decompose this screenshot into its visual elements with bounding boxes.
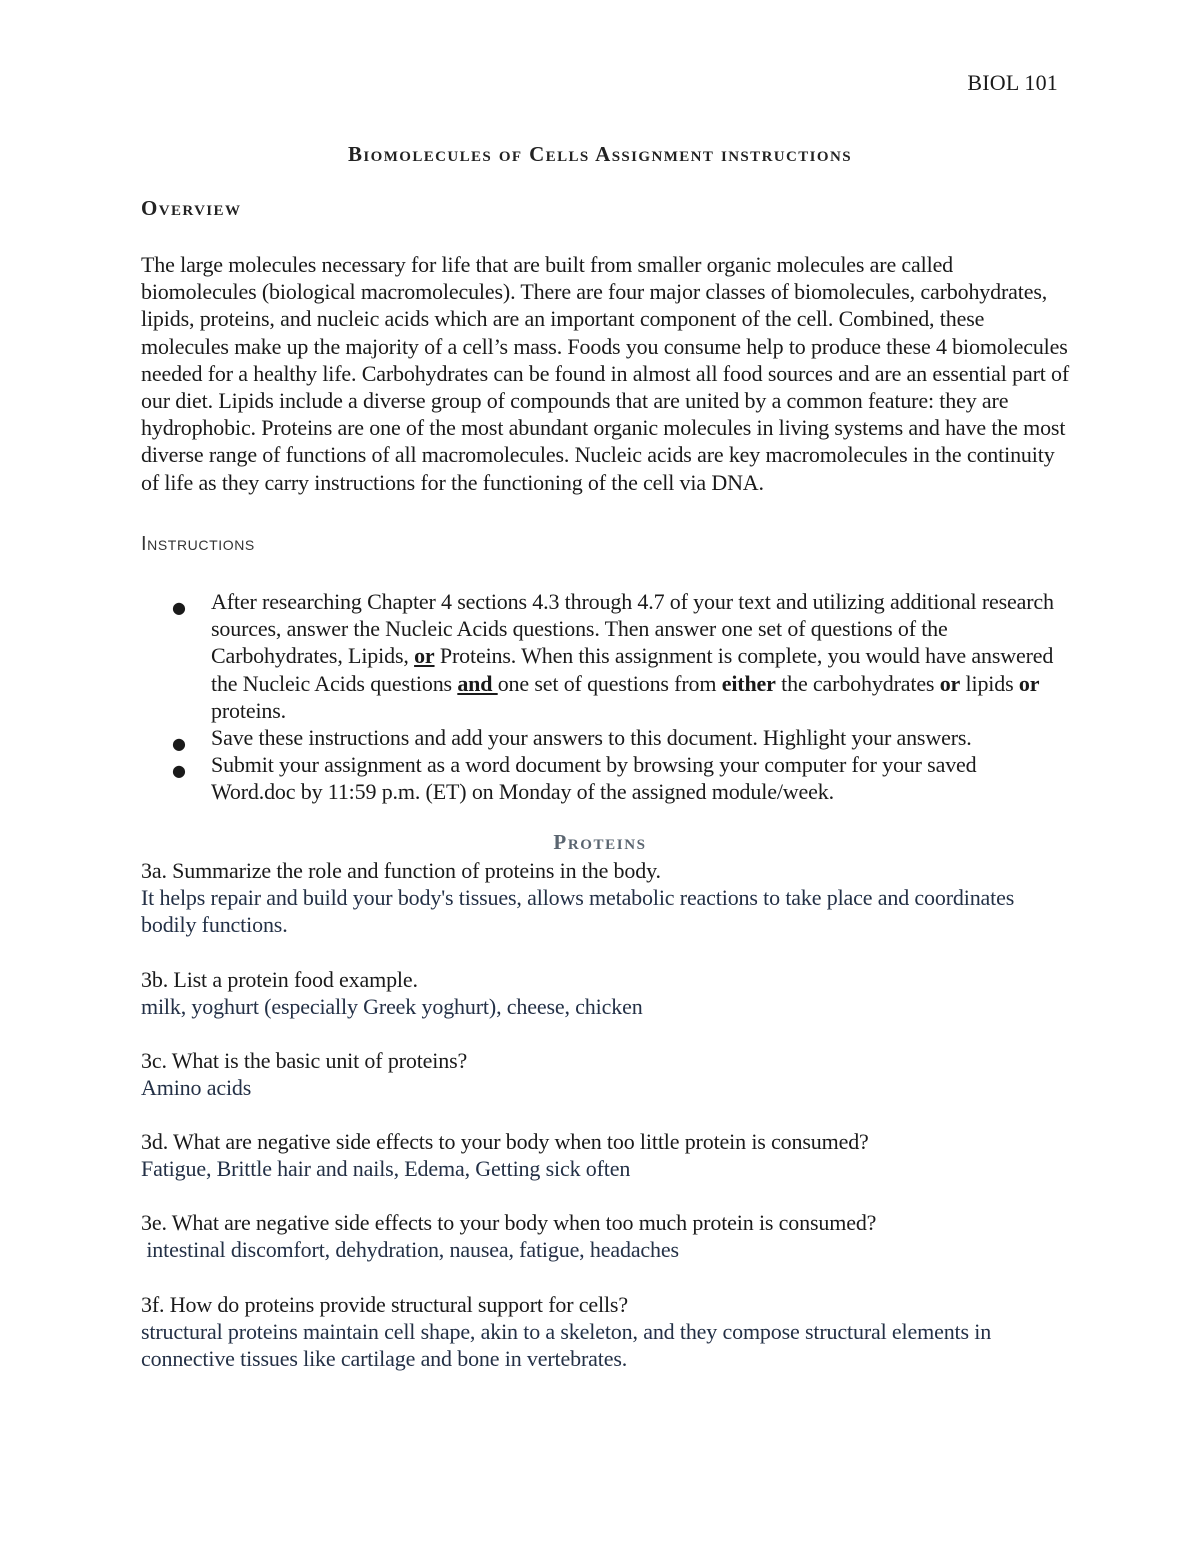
question-block	[141, 1291, 1071, 1373]
course-code: BIOL 101	[967, 70, 1058, 95]
instruction-list	[172, 588, 1062, 806]
question-block	[141, 1047, 1071, 1101]
emphasis-or: or	[414, 643, 435, 669]
question-block	[141, 1128, 1071, 1182]
answer-text: It helps repair and build your body's tissues, allows metabolic reactions to take place and coordinates bodily functions.	[141, 885, 1015, 938]
question-text: 3b. List a protein food example.	[141, 967, 418, 992]
answer-text: intestinal discomfort, dehydration, nausea, fatigue, headaches	[141, 1237, 679, 1263]
answer-text: structural proteins maintain cell shape, akin to a skeleton, and they compose structural elements in connective tissues like cartilage and bone in vertebrates.	[141, 1319, 992, 1372]
document-title: Biomolecules of Cells Assignment instructions	[348, 142, 852, 166]
question-text: 3e. What are negative side effects to your body when too much protein is consumed?	[141, 1210, 877, 1235]
proteins-heading: Proteins	[553, 830, 647, 854]
instructions-heading: Instructions	[141, 533, 255, 555]
emphasis-and: and	[457, 670, 498, 696]
emphasis-or-2: or	[1018, 670, 1040, 696]
question-block	[141, 966, 1071, 1020]
question-block	[141, 857, 1071, 939]
overview-paragraph: The large molecules necessary for life that are built from smaller organic molecules are called biomolecules (biological macromolecules). There are four major classes of biomolecules, carbohydrates, lipids, proteins, and nucleic acids which are an important component of the cell. Combined, these molecules make up the majority of a cell’s mass. Foods you consume help to produce these 4 biomolecules needed for a healthy life. Carbohydrates can be found in almost all food sources and are an essential part of our diet. Lipids include a diverse group of compounds that are united by a common feature: they are hydrophobic. Proteins are one of the most abundant organic molecules in living systems and have the most diverse range of functions of all macromolecules. Nucleic acids are key macromolecules in the continuity of life as they carry instructions for the functioning of the cell via DNA.	[141, 252, 1070, 495]
answer-text: milk, yoghurt (especially Greek yoghurt), cheese, chicken	[141, 994, 643, 1020]
question-text: 3f. How do proteins provide structural support for cells?	[141, 1292, 628, 1317]
question-text: 3c. What is the basic unit of proteins?	[141, 1048, 468, 1073]
bullet-dot-icon: ●	[172, 598, 186, 617]
instruction-item: ● After researching Chapter 4 sections 4.3 through 4.7 of your text and utilizing additional research sources, answer the Nucleic Acids questions. Then answer one set of questions of the Carbohydrates, Lipids, or Proteins. When this assignment is complete, you would have answered the Nucleic Acids questions and one set of questions from either the carbohydrates or lipids or proteins.	[172, 589, 1054, 723]
question-text: 3a. Summarize the role and function of proteins in the body.	[141, 858, 661, 883]
question-text: 3d. What are negative side effects to your body when too little protein is consumed?	[141, 1129, 869, 1154]
bullet-dot-icon: ●	[172, 761, 186, 781]
instruction-item: ● Submit your assignment as a word document by browsing your computer for your saved Word.doc by 11:59 p.m. (ET) on Monday of the assigned module/week.	[172, 752, 977, 805]
question-block	[141, 1209, 1071, 1263]
answer-text: Fatigue, Brittle hair and nails, Edema, Getting sick often	[141, 1156, 631, 1182]
bullet-dot-icon: ●	[172, 734, 186, 754]
instruction-item: ● Save these instructions and add your answers to this document. Highlight your answers.	[172, 724, 1062, 751]
overview-heading: Overview	[141, 196, 242, 220]
emphasis-either: either	[721, 670, 776, 696]
emphasis-or-1: or	[939, 670, 961, 696]
answer-text: Amino acids	[141, 1075, 252, 1101]
